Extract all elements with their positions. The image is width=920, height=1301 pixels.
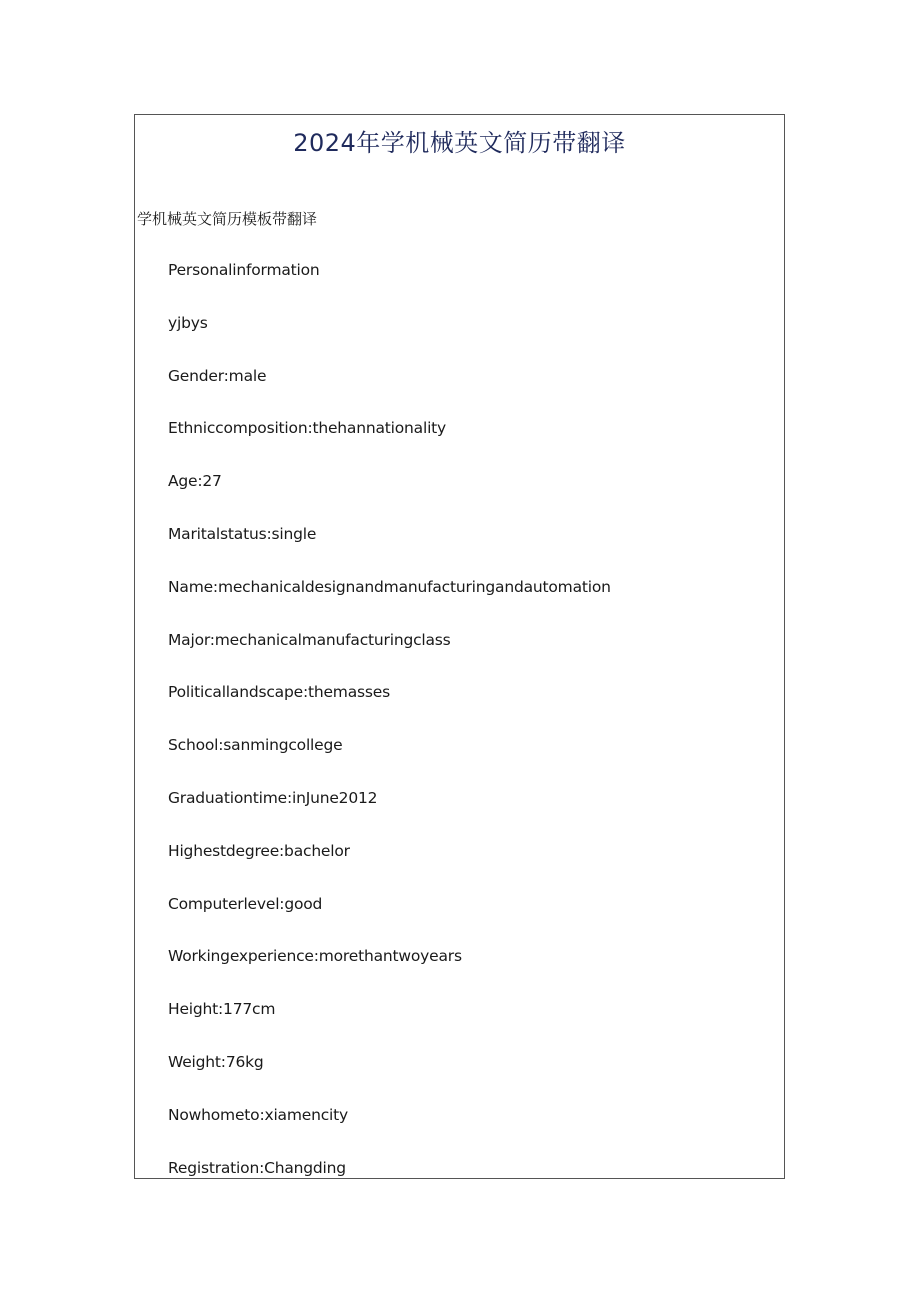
- document-subtitle: 学机械英文简历模板带翻译: [137, 210, 318, 228]
- resume-line-gender: Gender:male: [168, 366, 267, 385]
- resume-line-height: Height:177cm: [168, 1000, 276, 1019]
- resume-line-highest-degree: Highestdegree:bachelor: [168, 841, 350, 860]
- resume-line-graduation-time: Graduationtime:inJune2012: [168, 788, 378, 807]
- document-page: [134, 114, 785, 1179]
- resume-line-major: Major:mechanicalmanufacturingclass: [168, 630, 451, 649]
- resume-line-weight: Weight:76kg: [168, 1052, 264, 1071]
- resume-line-source: yjbys: [168, 313, 208, 332]
- resume-line-ethnic-composition: Ethniccomposition:thehannationality: [168, 419, 447, 438]
- resume-field-list: [168, 259, 611, 1209]
- resume-line-political-landscape: Politicallandscape:themasses: [168, 683, 390, 702]
- document-title: 2024年学机械英文简历带翻译: [293, 129, 626, 157]
- resume-line-computer-level: Computerlevel:good: [168, 894, 323, 913]
- resume-line-school: School:sanmingcollege: [168, 736, 343, 755]
- resume-line-name: Name:mechanicaldesignandmanufacturingandautomation: [168, 577, 611, 596]
- resume-line-age: Age:27: [168, 472, 222, 491]
- resume-line-registration: Registration:Changding: [168, 1158, 346, 1177]
- resume-line-personal-information: Personalinformation: [168, 261, 320, 279]
- resume-line-hometown: Nowhometo:xiamencity: [168, 1105, 348, 1124]
- resume-line-working-experience: Workingexperience:morethantwoyears: [168, 947, 462, 966]
- resume-line-marital-status: Maritalstatus:single: [168, 524, 317, 543]
